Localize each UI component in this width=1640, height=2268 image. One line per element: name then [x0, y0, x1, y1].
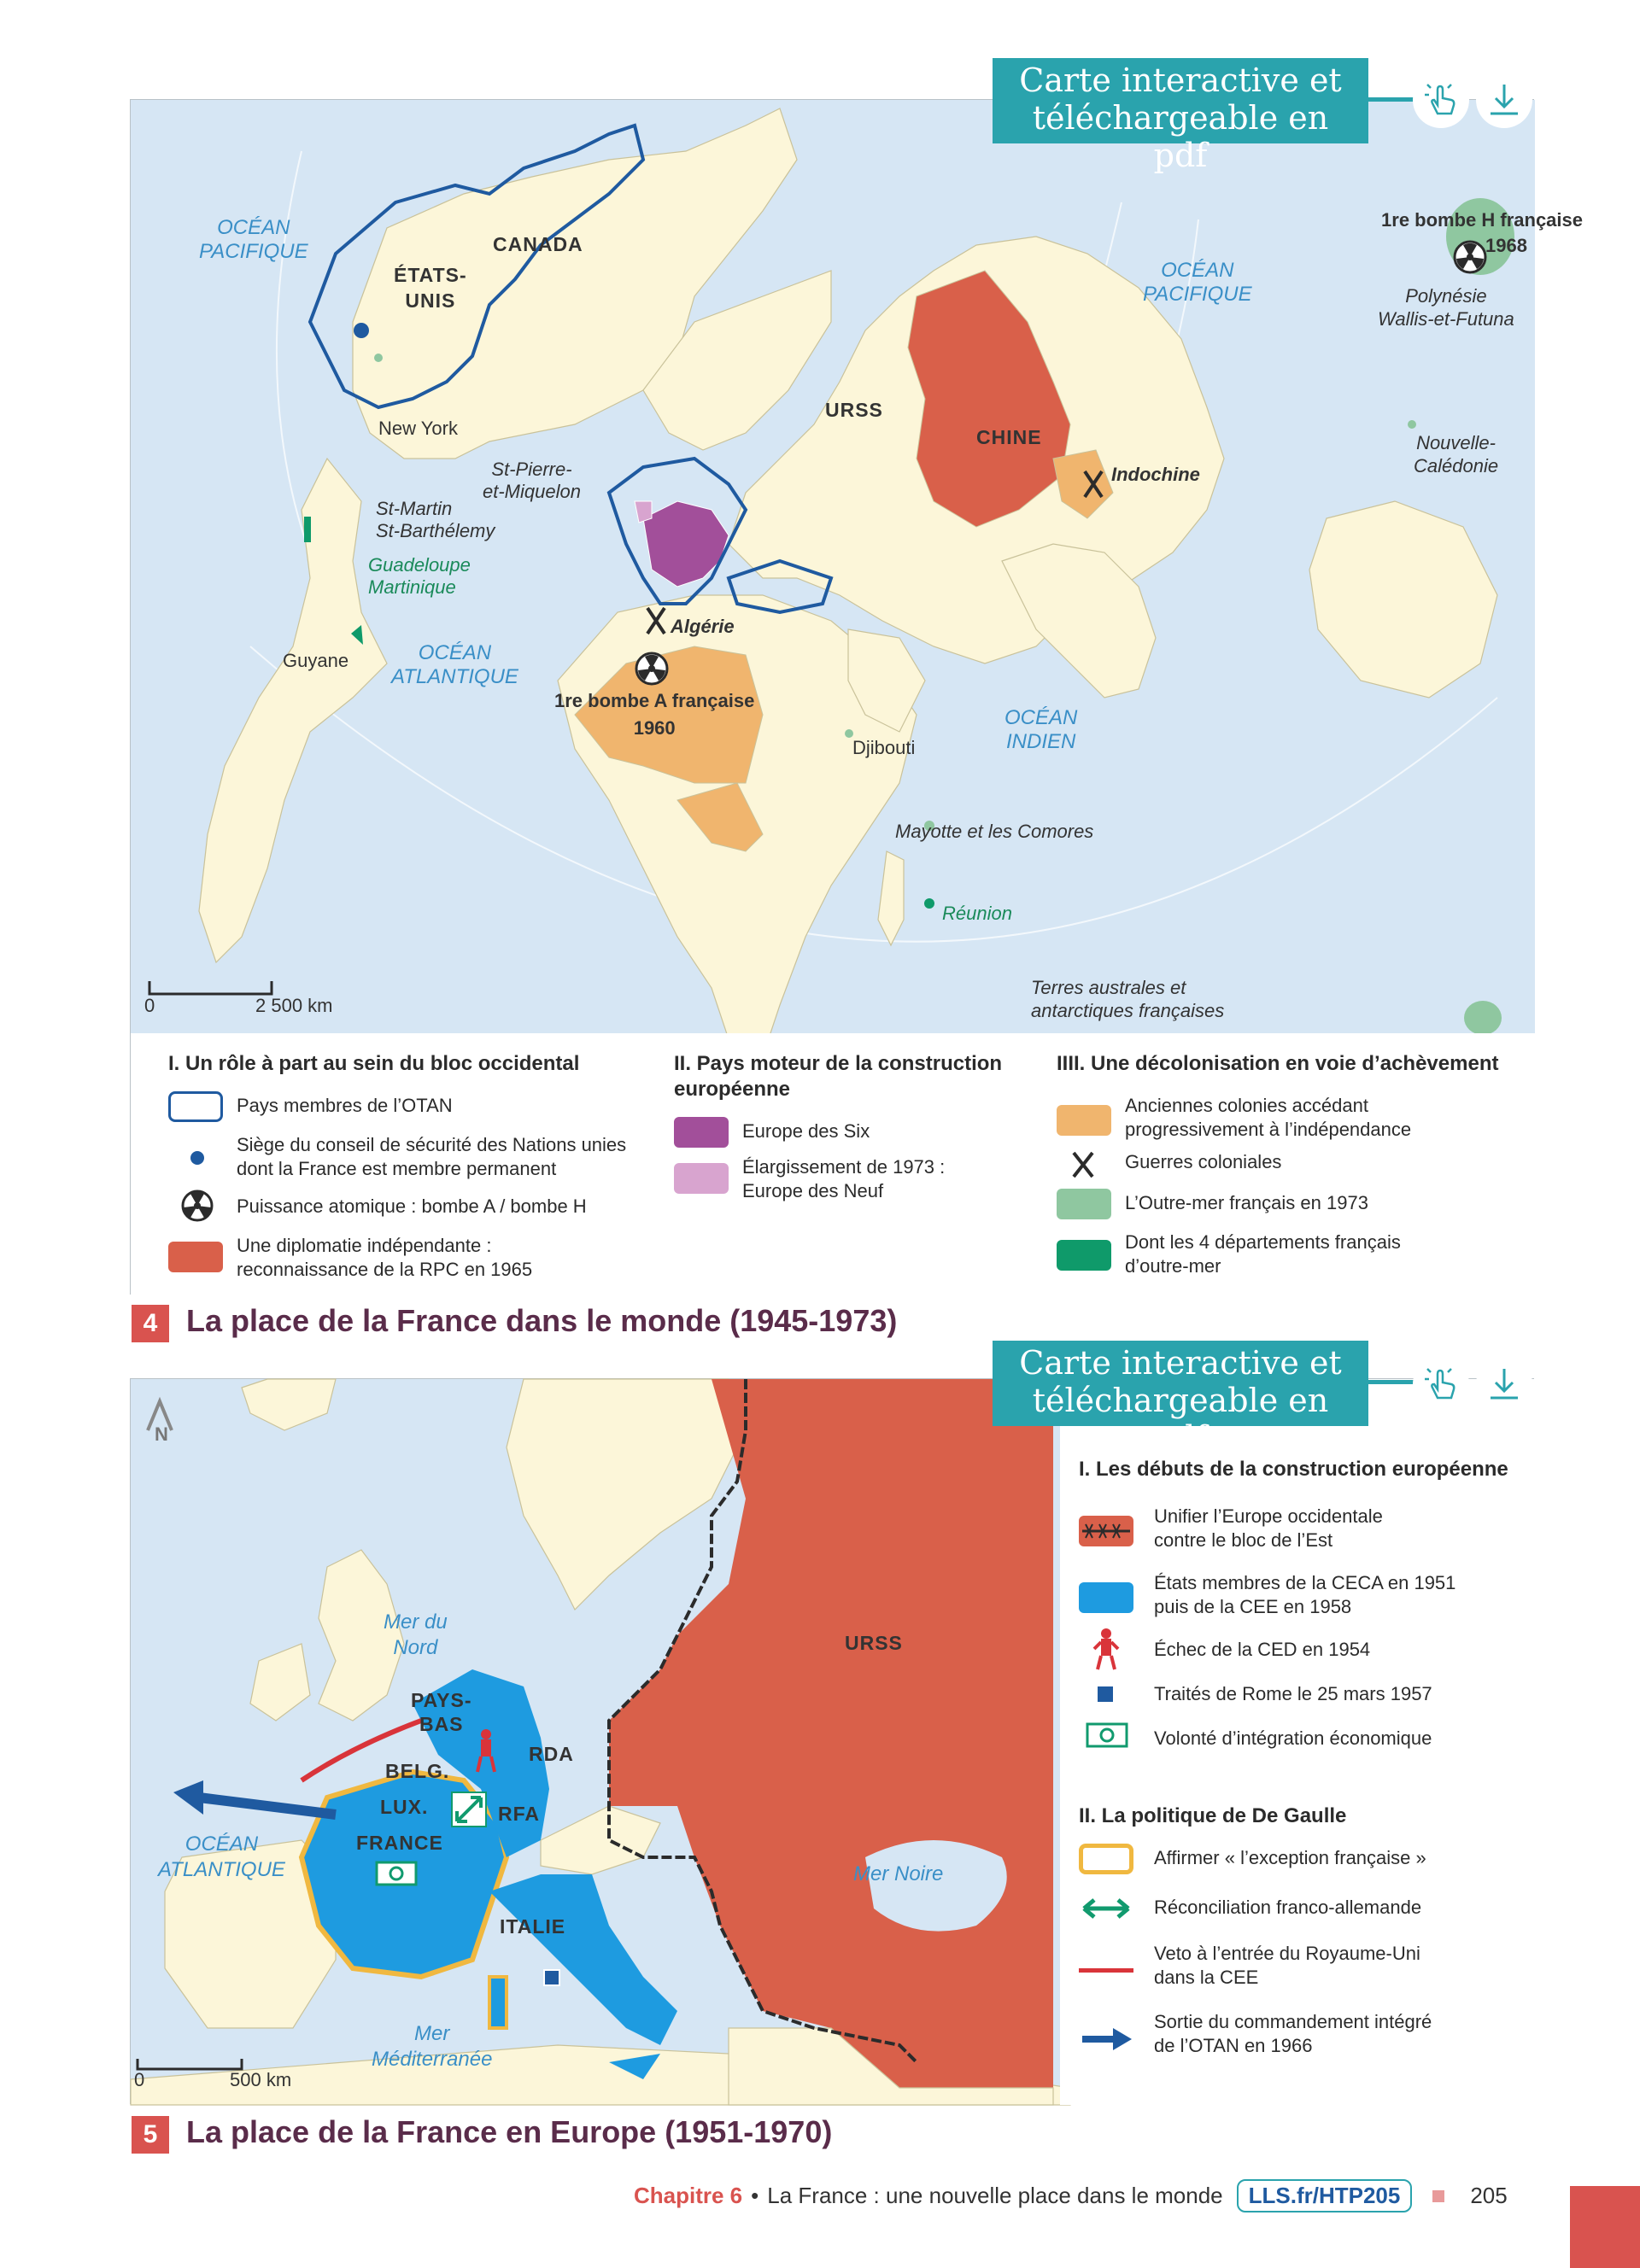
- mayotte-label: Mayotte et les Comores: [895, 821, 1094, 842]
- bombe-a-year: 1960: [633, 717, 676, 739]
- ocean-pacifique-west-label-2: PACIFIQUE: [199, 240, 308, 263]
- bombe-h-label: 1re bombe H française: [1381, 209, 1583, 231]
- scale-distance-europe: 500 km: [230, 2069, 292, 2090]
- banner-text-line2: téléchargeable en pdf: [1032, 99, 1329, 174]
- legend-un-seat-label: Siège du conseil de sécurité des Nations unies: [237, 1134, 627, 1155]
- figure-title: La place de la France dans le monde (1945-1973): [186, 1303, 898, 1338]
- djibouti-label: Djibouti: [852, 737, 916, 758]
- wallis-label: Wallis-et-Futuna: [1378, 308, 1514, 330]
- interactive-map-banner-2[interactable]: [993, 1341, 1368, 1457]
- legend-departements-label: Dont les 4 départements français: [1125, 1231, 1401, 1253]
- guadeloupe-label: Guadeloupe: [368, 554, 471, 576]
- legend-colonial-war-label: Guerres coloniales: [1125, 1151, 1282, 1172]
- legend2-section-1-title: I. Les débuts de la construction européenne: [1079, 1458, 1508, 1481]
- banner-connector: [1367, 97, 1414, 102]
- urss-label-europe: URSS: [845, 1632, 903, 1654]
- rda-label: RDA: [529, 1743, 574, 1765]
- legend-outre-mer-label: L’Outre-mer français en 1973: [1125, 1192, 1368, 1213]
- ocean-pacifique-east-label: OCÉAN: [1161, 259, 1234, 282]
- legend-ced-label: Échec de la CED en 1954: [1154, 1639, 1371, 1660]
- legend-enlargement-swatch: [674, 1163, 729, 1194]
- nouvelle-caledonie-label: Nouvelle-: [1416, 432, 1496, 453]
- guyane-label: Guyane: [283, 650, 349, 671]
- legend-former-colonies-label-2: progressivement à l’indépendance: [1125, 1119, 1412, 1140]
- taaf-label: Terres australes et: [1031, 977, 1186, 998]
- legend-atomic-label: Puissance atomique : bombe A / bombe H: [237, 1195, 587, 1217]
- legend-ceca-swatch: [1079, 1582, 1133, 1613]
- legend-independent-label-2: reconnaissance de la RPC en 1965: [237, 1259, 533, 1280]
- legend-rome-treaties-icon: [1098, 1686, 1113, 1702]
- pays-bas-label-2: BAS: [419, 1713, 464, 1735]
- legend-outre-mer-swatch: [1057, 1189, 1111, 1219]
- ocean-atlantique-label-2: ATLANTIQUE: [391, 665, 518, 688]
- legend-ceca-label-2: puis de la CEE en 1958: [1154, 1596, 1352, 1617]
- legend-independent-label: Une diplomatie indépendante :: [237, 1235, 492, 1256]
- scale-zero-europe: 0: [134, 2069, 145, 2090]
- martinique-label: Martinique: [368, 576, 456, 598]
- legend-enlargement-label: Élargissement de 1973 :: [742, 1156, 946, 1178]
- legend-departements-swatch: [1057, 1240, 1111, 1271]
- st-martin-label: St-Martin: [376, 498, 453, 519]
- algerie-label: Algérie: [671, 616, 735, 637]
- legend-un-seat-dot: [190, 1151, 204, 1165]
- legend-otan-exit-label: Sortie du commandement intégré: [1154, 2011, 1432, 2032]
- legend-section-3-title: IIII. Une décolonisation en voie d’achèvement: [1057, 1052, 1499, 1075]
- figure-title-2: La place de la France en Europe (1951-1970): [186, 2114, 833, 2149]
- france-label: FRANCE: [356, 1832, 443, 1854]
- footer-subtitle: La France : une nouvelle place dans le monde: [767, 2183, 1223, 2208]
- luxembourg-label: LUX.: [380, 1796, 429, 1818]
- st-pierre-label-2: et-Miquelon: [483, 481, 581, 502]
- download-icon[interactable]: [1476, 72, 1532, 128]
- legend-former-colonies-label: Anciennes colonies accédant: [1125, 1095, 1368, 1116]
- ocean-pacifique-east-label-2: PACIFIQUE: [1143, 283, 1252, 306]
- legend-atomic-icon: [180, 1189, 214, 1223]
- legend-enlargement-label-2: Europe des Neuf: [742, 1180, 884, 1201]
- st-martin-label-2: St-Barthélemy: [376, 520, 495, 541]
- legend2-section-2-title: II. La politique de De Gaulle: [1079, 1804, 1347, 1827]
- touch-icon[interactable]: [1413, 72, 1469, 128]
- banner2-text-line1: Carte interactive et: [1019, 1344, 1342, 1382]
- footer: [634, 2179, 1508, 2212]
- mer-noire-label: Mer Noire: [853, 1862, 944, 1885]
- canada-label: CANADA: [493, 233, 583, 255]
- legend-europe-six-swatch: [674, 1117, 729, 1148]
- figure-number: 4: [132, 1305, 169, 1342]
- legend-iron-curtain-swatch: [1079, 1516, 1133, 1546]
- legend-section-2-title: II. Pays moteur de la construction: [674, 1052, 1003, 1075]
- italie-label: ITALIE: [500, 1915, 566, 1938]
- legend-economic-integration-label: Volonté d’intégration économique: [1154, 1727, 1432, 1749]
- etats-unis-label: ÉTATS-: [394, 264, 467, 286]
- north-label: N: [155, 1423, 168, 1445]
- legend-rome-treaties-label: Traités de Rome le 25 mars 1957: [1154, 1683, 1432, 1704]
- footer-marker: [1432, 2190, 1444, 2202]
- polynesie-label: Polynésie: [1405, 285, 1487, 307]
- st-pierre-label: St-Pierre-: [491, 459, 572, 480]
- legend-reconciliation-label: Réconciliation franco-allemande: [1154, 1897, 1422, 1918]
- urss-label: URSS: [825, 399, 883, 421]
- mer-du-nord-label: Mer du: [384, 1610, 448, 1634]
- world-map: [130, 99, 1583, 1295]
- legend-ced-icon: [1094, 1627, 1118, 1669]
- interactive-map-banner[interactable]: [993, 58, 1368, 174]
- legend-veto-line: [1079, 1968, 1133, 1973]
- legend-un-seat-label-2: dont la France est membre permanent: [237, 1158, 557, 1179]
- legend-veto-label-2: dans la CEE: [1154, 1967, 1259, 1988]
- ocean-pacifique-west-label: OCÉAN: [217, 216, 290, 239]
- pays-bas-label: PAYS-: [411, 1689, 472, 1711]
- ocean-atlantique-europe-label: OCÉAN: [184, 1833, 259, 1856]
- download-icon-2[interactable]: [1476, 1356, 1532, 1412]
- atomic-bomb-a-icon: [636, 653, 667, 684]
- legend-otan-exit-arrow: [1079, 2026, 1133, 2052]
- europe-map-legend: [1060, 1379, 1535, 2105]
- legend-veto-label: Veto à l’entrée du Royaume-Uni: [1154, 1943, 1420, 1964]
- taaf-label-2: antarctiques françaises: [1031, 1000, 1225, 1021]
- world-map-legend: [131, 1033, 1535, 1295]
- legend-exception-swatch: [1079, 1844, 1133, 1874]
- footer-separator: •: [751, 2183, 759, 2208]
- scale-distance: 2 500 km: [255, 995, 333, 1016]
- footer-link[interactable]: LLS.fr/HTP205: [1237, 2179, 1413, 2212]
- legend-exception-label: Affirmer « l’exception française »: [1154, 1847, 1426, 1868]
- rfa-label: RFA: [498, 1803, 540, 1825]
- mediterranee-label: Mer: [414, 2022, 450, 2045]
- chine-label: CHINE: [976, 426, 1042, 448]
- legend-colonial-war-icon: [1070, 1149, 1096, 1180]
- banner2-text-line2: téléchargeable en pdf: [1032, 1382, 1329, 1457]
- nouvelle-caledonie-label-2: Calédonie: [1414, 455, 1499, 476]
- europe-map: [130, 1378, 1534, 2104]
- page-corner-tab: [1570, 2186, 1640, 2268]
- bombe-h-year: 1968: [1485, 235, 1527, 256]
- legend-reconciliation-icon: [1079, 1898, 1133, 1919]
- ocean-atlantique-europe-label-2: ATLANTIQUE: [158, 1858, 285, 1881]
- scale-zero: 0: [144, 995, 155, 1016]
- bombe-a-label: 1re bombe A française: [554, 690, 755, 711]
- legend-otan-exit-label-2: de l’OTAN en 1966: [1154, 2035, 1313, 2056]
- figure-number-2: 5: [132, 2116, 169, 2154]
- banner-text-line1: Carte interactive et: [1019, 61, 1342, 99]
- legend-iron-curtain-label-2: contre le bloc de l’Est: [1154, 1529, 1333, 1551]
- page-number: 205: [1470, 2183, 1508, 2208]
- ocean-indien-label: OCÉAN: [1004, 706, 1078, 729]
- legend-former-colonies-swatch: [1057, 1105, 1111, 1136]
- ocean-atlantique-label: OCÉAN: [418, 641, 492, 664]
- etats-unis-label-2: UNIS: [405, 289, 456, 312]
- ocean-indien-label-2: INDIEN: [1006, 730, 1076, 753]
- footer-chapter: Chapitre 6: [634, 2183, 743, 2208]
- legend-nato-swatch: [168, 1091, 223, 1122]
- banner2-connector: [1367, 1380, 1414, 1384]
- mediterranee-label-2: Méditerranée: [372, 2048, 493, 2071]
- legend-europe-six-label: Europe des Six: [742, 1120, 870, 1142]
- legend-departements-label-2: d’outre-mer: [1125, 1255, 1221, 1277]
- reunion-label: Réunion: [942, 903, 1012, 924]
- legend-independent-swatch: [168, 1242, 223, 1272]
- legend-iron-curtain-label: Unifier l’Europe occidentale: [1154, 1505, 1383, 1527]
- touch-icon-2[interactable]: [1413, 1356, 1469, 1412]
- legend-nato-label: Pays membres de l’OTAN: [237, 1095, 453, 1116]
- legend-ceca-label: États membres de la CECA en 1951: [1154, 1572, 1456, 1593]
- legend-section-2-title-2: européenne: [674, 1078, 791, 1101]
- mer-du-nord-label-2: Nord: [393, 1636, 438, 1659]
- new-york-label: New York: [378, 418, 458, 439]
- legend-section-1-title: I. Un rôle à part au sein du bloc occidental: [168, 1052, 580, 1075]
- legend-economic-integration-icon: [1086, 1722, 1128, 1748]
- belgique-label: BELG.: [385, 1760, 450, 1782]
- indochine-label: Indochine: [1111, 464, 1200, 485]
